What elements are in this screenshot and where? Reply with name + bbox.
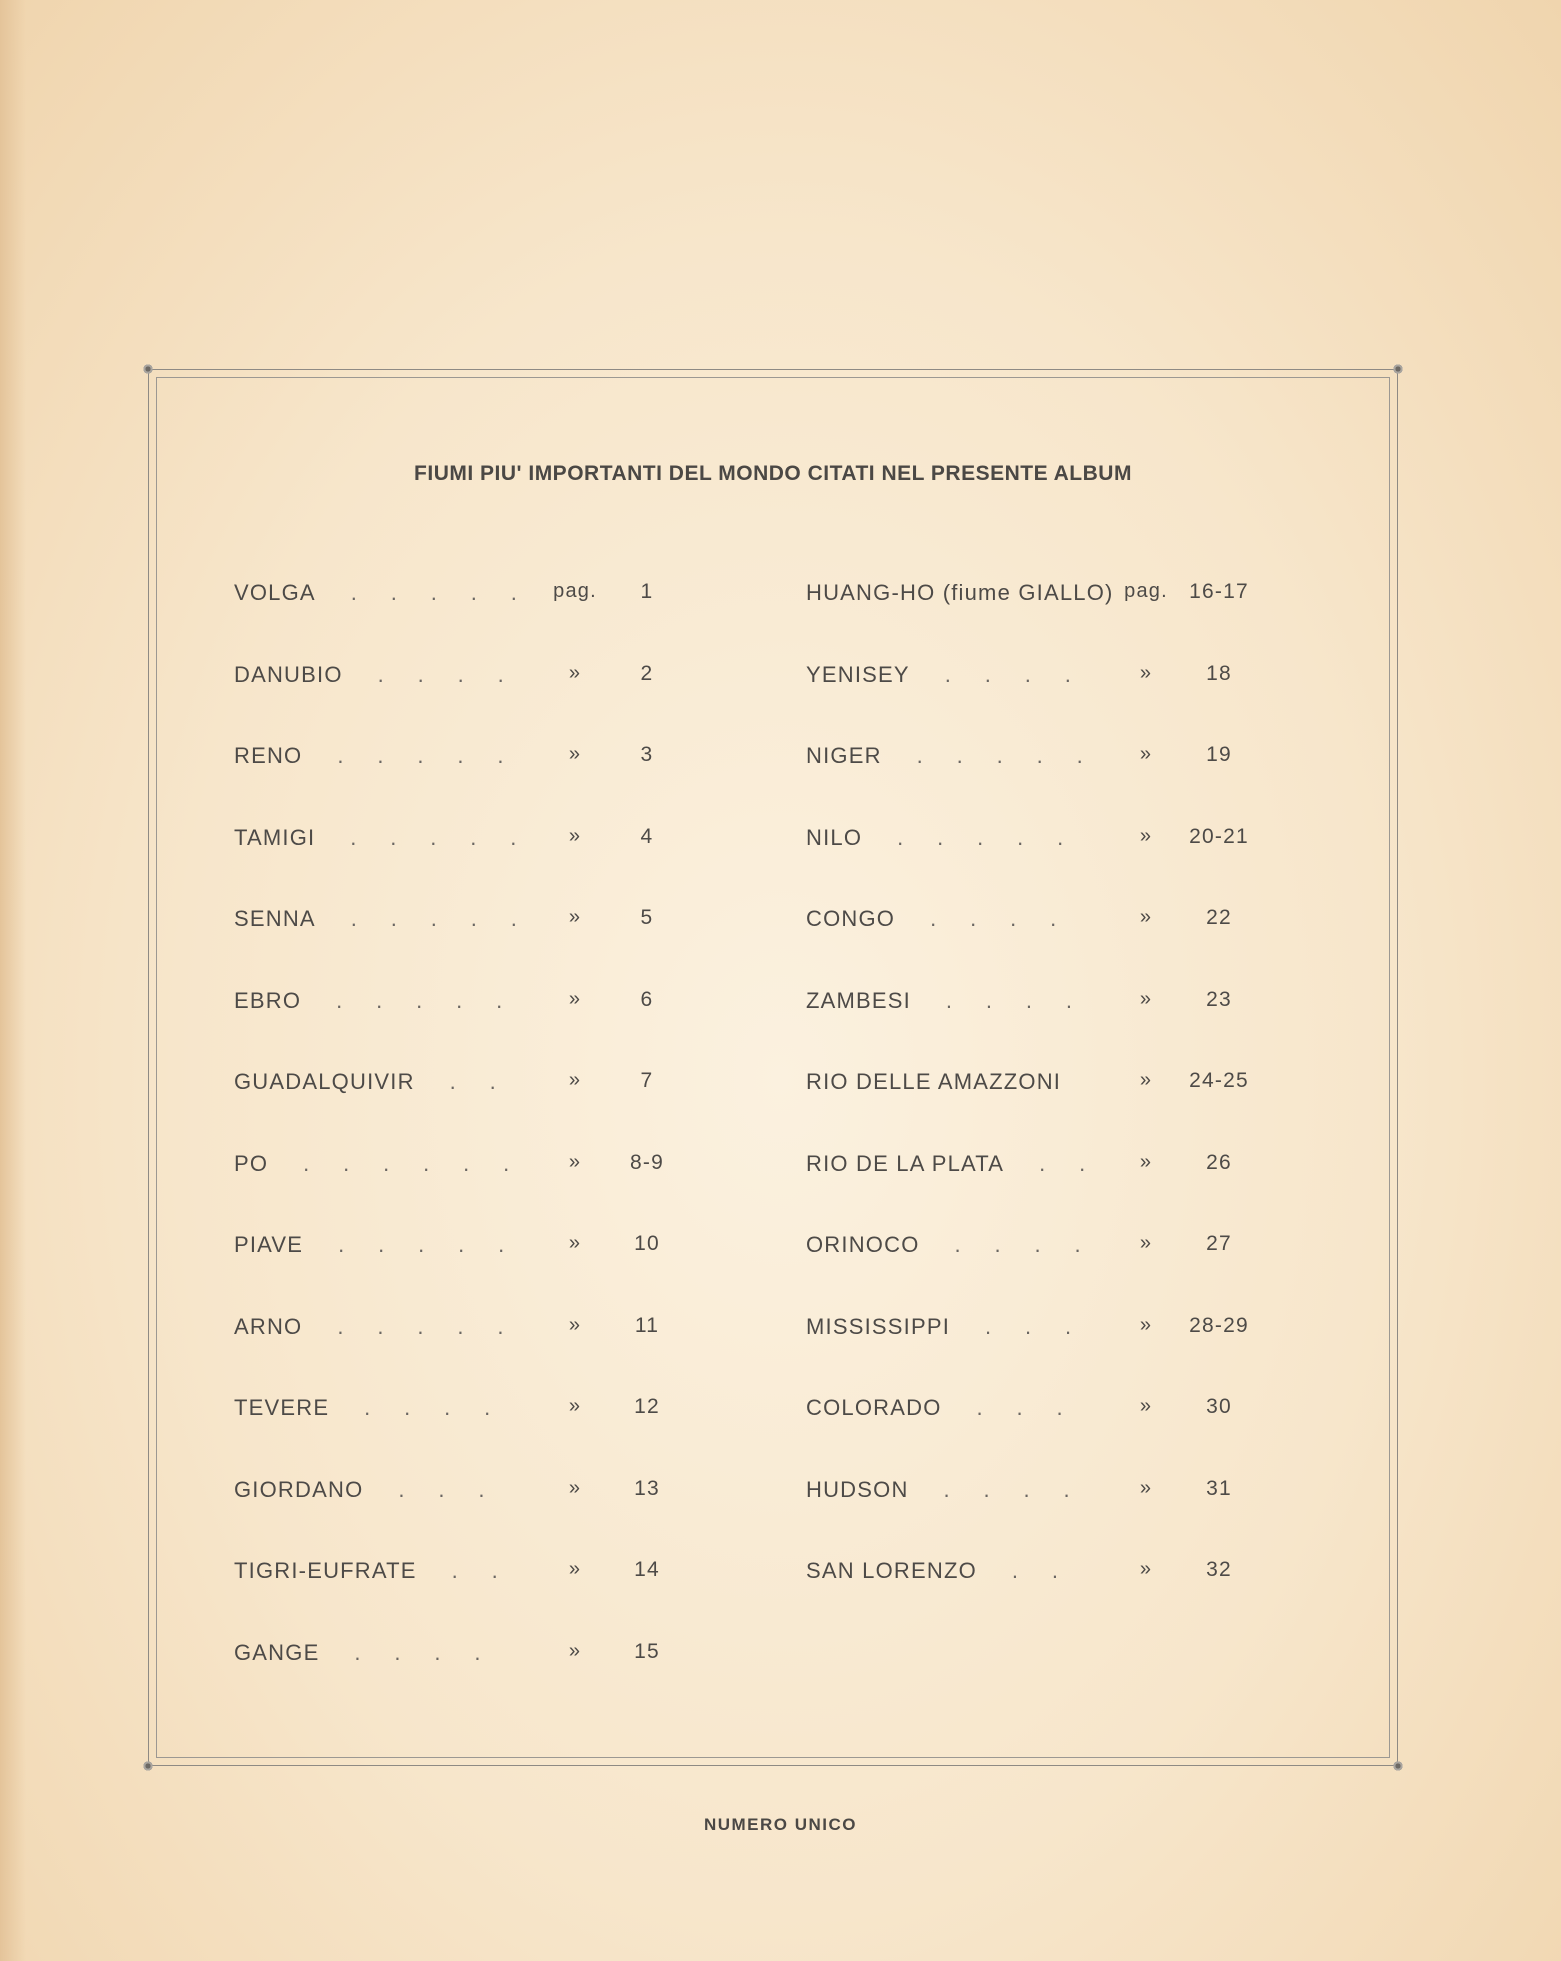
page-number: 1	[640, 580, 654, 603]
leader-dots: . . . . .	[350, 906, 517, 931]
page-number: 19	[1206, 743, 1232, 766]
page-ref-label: »	[1139, 1232, 1153, 1254]
page-ref-label: »	[1139, 1558, 1153, 1580]
index-entry	[234, 1640, 737, 1670]
index-entry	[234, 1395, 737, 1425]
index-entry	[806, 1069, 1309, 1099]
page-number: 32	[1206, 1558, 1232, 1581]
river-name: YENISEY	[806, 661, 910, 687]
index-entry	[806, 825, 1309, 855]
index-entry	[806, 1151, 1309, 1181]
page-number: 7	[640, 1069, 654, 1092]
river-name: CONGO	[806, 906, 896, 931]
leader-dots: . . . . .	[916, 743, 1083, 768]
river-name: VOLGA	[234, 580, 316, 605]
page-number: 4	[640, 824, 654, 848]
index-entry	[806, 1558, 1309, 1588]
leader-dots: . . . . .	[350, 824, 517, 850]
page-ref-label: »	[568, 1150, 582, 1173]
index-entry	[806, 580, 1309, 610]
page-number: 10	[634, 1232, 660, 1255]
index-entry	[234, 988, 737, 1018]
river-name: TIGRI-EUFRATE	[234, 1558, 417, 1583]
page-number: 31	[1206, 1476, 1232, 1500]
river-name: MISSISSIPPI	[806, 1313, 951, 1339]
page-number: 26	[1206, 1150, 1232, 1174]
leader-dots: . . . .	[954, 1232, 1081, 1257]
page-number: 12	[634, 1395, 660, 1418]
page-number: 6	[640, 987, 654, 1011]
leader-dots: . . . . .	[336, 987, 503, 1013]
page-number: 8-9	[630, 1150, 664, 1174]
index-entry	[806, 988, 1309, 1018]
leader-dots: . . . . . .	[303, 1150, 510, 1176]
page-number: 2	[640, 661, 654, 685]
river-name: ZAMBESI	[806, 987, 911, 1013]
leader-dots: . . . . .	[350, 580, 517, 605]
index-entry	[806, 1477, 1309, 1507]
page-number: 18	[1206, 661, 1232, 685]
page-number: 5	[640, 906, 654, 929]
index-entry	[234, 743, 737, 773]
leader-dots	[1079, 1069, 1106, 1099]
page-number: 16-17	[1189, 580, 1249, 603]
page-number: 20-21	[1189, 824, 1249, 848]
leader-dots: . . . .	[364, 1395, 491, 1420]
footer-text: NUMERO UNICO	[703, 1815, 858, 1834]
index-entry	[806, 1314, 1309, 1344]
page-edge	[0, 0, 26, 1961]
corner-ornament	[142, 1760, 154, 1772]
leader-dots: . . . . .	[338, 1232, 505, 1257]
page-ref-label: »	[1139, 1313, 1153, 1336]
leader-dots: . . .	[984, 1313, 1072, 1339]
leader-dots: . .	[449, 1069, 496, 1094]
river-name: TEVERE	[234, 1395, 330, 1420]
page-number: 14	[634, 1558, 660, 1581]
leader-dots: . . .	[398, 1476, 485, 1502]
index-entry	[234, 1477, 737, 1507]
index-entry	[234, 1069, 737, 1099]
river-name: NILO	[806, 824, 863, 850]
page-ref-label: »	[568, 1476, 582, 1499]
page-ref-label: »	[1139, 1069, 1153, 1091]
page-frame	[148, 369, 1398, 1766]
leader-dots: . . . .	[354, 1639, 481, 1665]
page-ref-label: »	[568, 661, 582, 684]
page-ref-label: »	[568, 1639, 582, 1662]
leader-dots: . . .	[976, 1395, 1063, 1420]
corner-ornament	[142, 363, 154, 375]
river-name: GUADALQUIVIR	[234, 1069, 415, 1094]
leader-dots: . . . .	[377, 661, 504, 687]
page-ref-label: »	[1139, 1395, 1153, 1417]
page-ref-label: »	[568, 743, 582, 765]
page-ref-label: »	[568, 824, 582, 847]
page-ref-label: »	[1139, 987, 1153, 1010]
index-entry	[234, 1558, 737, 1588]
page-ref-label: »	[1139, 661, 1153, 684]
river-name: HUDSON	[806, 1476, 909, 1502]
page-number: 11	[634, 1313, 660, 1337]
page-ref-label: »	[568, 1232, 582, 1254]
page-ref-label: »	[568, 987, 582, 1010]
page-ref-label: »	[1139, 743, 1153, 765]
index-entry	[234, 825, 737, 855]
page-ref-label: pag.	[1124, 580, 1168, 602]
index-entry	[806, 662, 1309, 692]
page-ref-label: »	[1139, 824, 1153, 847]
page-ref-label: pag.	[553, 580, 597, 602]
river-name: HUANG-HO (fiume GIALLO)	[806, 580, 1114, 605]
page-number: 27	[1206, 1232, 1232, 1255]
river-name: TAMIGI	[234, 824, 316, 850]
river-name: ARNO	[234, 1313, 303, 1339]
river-name: PIAVE	[234, 1232, 304, 1257]
page-number: 22	[1206, 906, 1232, 929]
page-ref-label: »	[568, 1558, 582, 1580]
page-ref-label: »	[1139, 906, 1153, 928]
river-name: GIORDANO	[234, 1476, 364, 1502]
river-name: RENO	[234, 743, 303, 768]
leader-dots: . . . .	[944, 661, 1071, 687]
index-entry	[234, 1314, 737, 1344]
leader-dots: . . . .	[930, 906, 1057, 931]
index-entry	[806, 1395, 1309, 1425]
page-ref-label: »	[568, 1069, 582, 1091]
page-title: FIUMI PIU' IMPORTANTI DEL MONDO CITATI NEL PRESENTE ALBUM	[414, 462, 1132, 485]
corner-ornament	[1392, 1760, 1404, 1772]
river-name: DANUBIO	[234, 661, 343, 687]
river-name: SENNA	[234, 906, 316, 931]
river-name: NIGER	[806, 743, 882, 768]
leader-dots: . . . .	[945, 987, 1073, 1013]
page-ref-label: »	[1139, 1476, 1153, 1499]
page-ref-label: »	[1139, 1150, 1153, 1173]
page-number: 24-25	[1189, 1069, 1249, 1092]
leader-dots: . .	[451, 1558, 498, 1583]
index-entry	[234, 662, 737, 692]
leader-dots: . . . .	[943, 1476, 1070, 1502]
page-ref-label: »	[568, 1313, 582, 1336]
index-entry	[234, 1232, 737, 1262]
river-name: RIO DELLE AMAZZONI	[806, 1069, 1062, 1094]
leader-dots: . .	[1039, 1150, 1086, 1176]
leader-dots: . . . . .	[337, 1313, 504, 1339]
index-entry	[806, 743, 1309, 773]
river-name: ORINOCO	[806, 1232, 920, 1257]
river-name: PO	[234, 1150, 269, 1176]
index-entry	[806, 1232, 1309, 1262]
leader-dots: . . . . .	[897, 824, 1064, 850]
index-entry	[234, 580, 737, 610]
leader-dots: . .	[1011, 1558, 1058, 1583]
river-name: SAN LORENZO	[806, 1558, 977, 1583]
page-number: 3	[640, 743, 654, 766]
page-number: 30	[1206, 1395, 1232, 1418]
index-entry	[806, 906, 1309, 936]
page-ref-label: »	[568, 906, 582, 928]
index-entry	[234, 906, 737, 936]
corner-ornament	[1392, 363, 1404, 375]
page-number: 15	[634, 1639, 660, 1663]
river-name: COLORADO	[806, 1395, 942, 1420]
river-name: RIO DE LA PLATA	[806, 1150, 1005, 1176]
page-ref-label: »	[568, 1395, 582, 1417]
page-number: 13	[634, 1476, 660, 1500]
river-name: GANGE	[234, 1639, 320, 1665]
index-entry	[234, 1151, 737, 1181]
page-number: 28-29	[1189, 1313, 1249, 1337]
river-name: EBRO	[234, 987, 302, 1013]
leader-dots: . . . . .	[337, 743, 504, 768]
page-number: 23	[1206, 987, 1232, 1011]
